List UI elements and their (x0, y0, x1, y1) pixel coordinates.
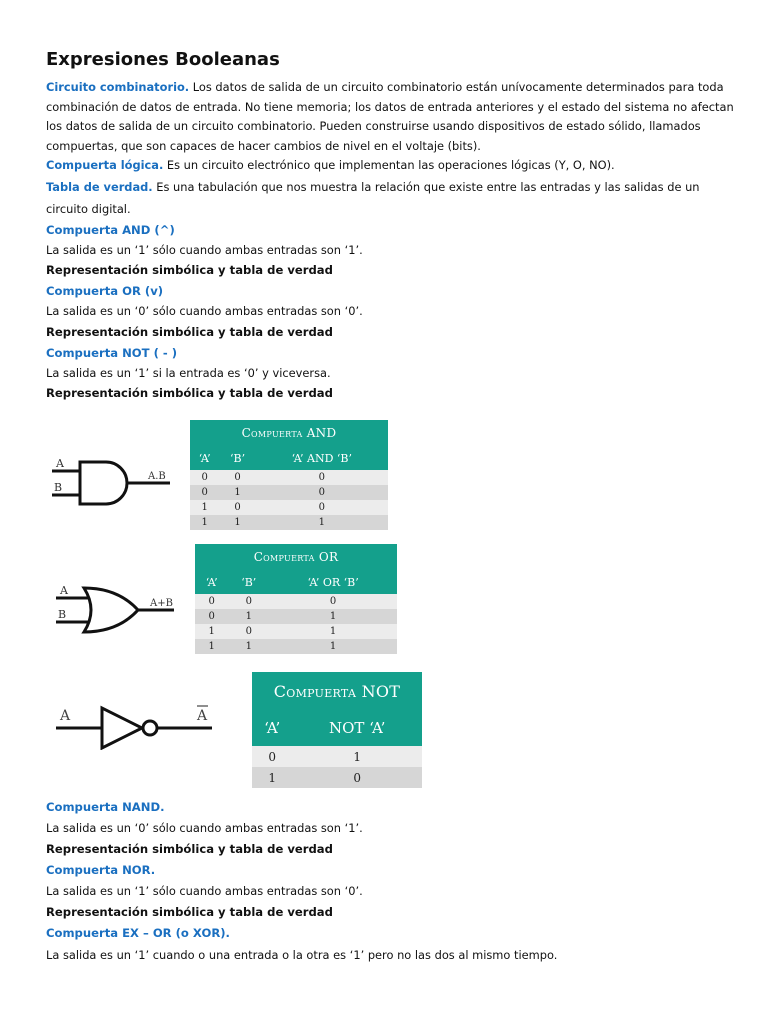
gate-section-and (46, 220, 736, 282)
table-row: 0 1 1 (195, 609, 397, 624)
table-row: 1 0 0 (190, 500, 388, 515)
intro-paragraph-combinatorio (46, 78, 736, 156)
gate-description: La salida es un ‘0’ sólo cuando ambas entradas son ‘1’. (46, 821, 363, 835)
intro-paragraph-compuerta (46, 156, 736, 176)
definition-text: Es un circuito electrónico que implementan las operaciones lógicas (Y, O, NO). (163, 158, 615, 172)
table-row: 0 1 0 (190, 485, 388, 500)
or-col-a: ‘A’ (195, 570, 228, 594)
not-output-label: A (197, 708, 208, 724)
definition-text: Los datos de salida de un circuito combinatorio están unívocamente determinados para toda combinación de datos de entrada. No tiene memoria; los datos de entrada anteriores y el estado del sistema no afectan los datos de salida de un circuito combinatorio. Pueden construirse usando dispositivos de estado sólido, llamados compuertas, que son capaces de hacer cambios de nivel en el voltaje (bits). (46, 80, 734, 153)
not-input-label: A (60, 708, 71, 724)
or-col-out: ‘A’ OR ‘B’ (269, 570, 397, 594)
table-row: 0 0 0 (190, 470, 388, 485)
gate-description: La salida es un ‘1’ sólo cuando ambas entradas son ‘0’. (46, 884, 363, 898)
and-truth-table (190, 420, 388, 530)
not-col-a: ‘A’ (252, 710, 292, 746)
table-row: 1 0 1 (195, 624, 397, 639)
or-col-b: ‘B’ (228, 570, 269, 594)
gate-heading: Compuerta EX – OR (o XOR). (46, 926, 230, 940)
table-row: 1 1 1 (195, 639, 397, 654)
and-col-b: ‘B’ (219, 446, 255, 470)
gate-representation-label: Representación simbólica y tabla de verdad (46, 263, 333, 277)
gate-representation-label: Representación simbólica y tabla de verdad (46, 905, 333, 919)
and-input-b-label: B (54, 481, 63, 494)
table-row: 0 1 (252, 746, 422, 767)
and-col-out: ‘A’ AND ‘B’ (256, 446, 388, 470)
gate-heading: Compuerta NOR. (46, 863, 156, 877)
gate-section-or (46, 281, 736, 343)
table-row: 0 0 0 (195, 594, 397, 609)
or-table-caption: Compuerta OR (195, 544, 397, 570)
not-gate-symbol (50, 698, 220, 750)
gate-section-nand (46, 797, 736, 860)
or-input-a-label: A (60, 584, 68, 597)
gate-heading: Compuerta OR (v) (46, 284, 164, 298)
table-row: 1 1 1 (190, 515, 388, 530)
gate-section-not (46, 343, 736, 405)
not-truth-table (252, 672, 422, 788)
gate-heading: Compuerta NOT ( - ) (46, 345, 178, 360)
or-gate-symbol (40, 580, 180, 640)
not-table-caption: Compuerta NOT (252, 672, 422, 710)
gate-representation-label: Representación simbólica y tabla de verdad (46, 842, 333, 856)
term-compuerta-logica: Compuerta lógica. (46, 158, 164, 172)
and-gate-symbol (40, 454, 180, 514)
and-col-a: ‘A’ (190, 446, 219, 470)
or-truth-table (195, 544, 397, 654)
and-output-label: A.B (148, 471, 166, 482)
or-input-b-label: B (58, 608, 67, 621)
gate-section-nor (46, 860, 736, 923)
gate-section-xor (46, 923, 736, 967)
term-circuito-combinatorio: Circuito combinatorio. (46, 80, 190, 94)
gate-description: La salida es un ‘0’ sólo cuando ambas entradas son ‘0’. (46, 304, 363, 318)
gate-representation-label: Representación simbólica y tabla de verdad (46, 324, 333, 339)
gate-heading: Compuerta NAND. (46, 800, 165, 814)
or-output-label: A+B (150, 598, 173, 609)
gate-description: La salida es un ‘1’ cuando o una entrada o la otra es ‘1’ pero no las dos al mismo tiempo. (46, 948, 558, 962)
not-col-out: NOT ‘A’ (292, 710, 422, 746)
gates-figure (40, 418, 440, 790)
and-input-a-label: A (56, 457, 64, 470)
definition-text: Es una tabulación que nos muestra la relación que existe entre las entradas y las salidas de un circuito digital. (46, 179, 700, 216)
document-body (46, 48, 736, 404)
table-row: 1 0 (252, 767, 422, 788)
gate-representation-label: Representación simbólica y tabla de verdad (46, 386, 333, 400)
intro-paragraph-tabla (46, 176, 736, 220)
page-title: Expresiones Booleanas (46, 49, 280, 70)
gate-description: La salida es un ‘1’ si la entrada es ‘0’ y viceversa. (46, 365, 331, 380)
term-tabla-de-verdad: Tabla de verdad. (46, 179, 153, 194)
gate-description: La salida es un ‘1’ sólo cuando ambas entradas son ‘1’. (46, 242, 363, 257)
gate-heading: Compuerta AND (^) (46, 222, 175, 237)
lower-sections (46, 797, 736, 967)
and-table-caption: Compuerta AND (190, 420, 388, 446)
